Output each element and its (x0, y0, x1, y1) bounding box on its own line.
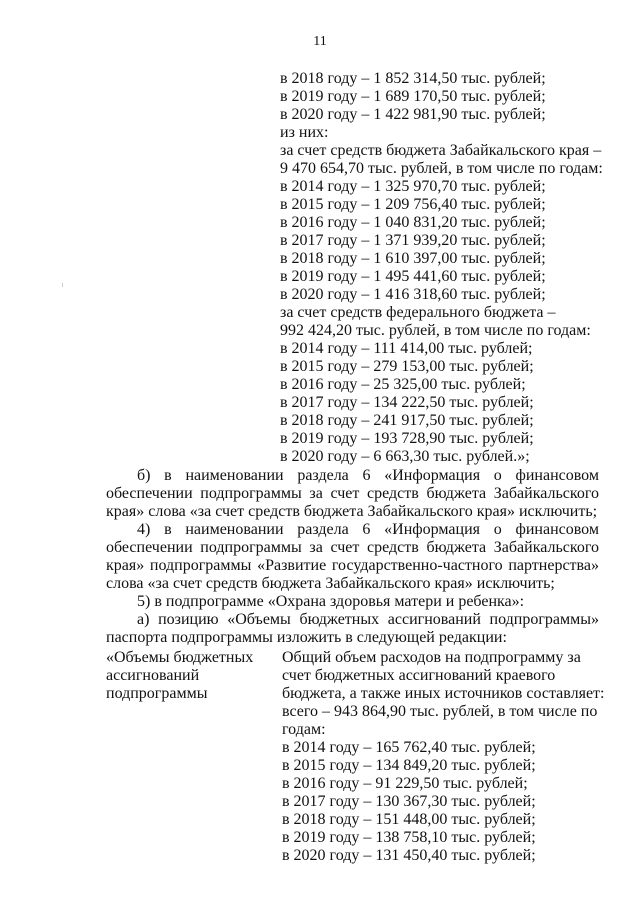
list-line: в 2017 году – 134 222,50 тыс. рублей; (280, 394, 534, 411)
list-line: в 2018 году – 241 917,50 тыс. рублей; (280, 412, 534, 429)
list-line: в 2015 году – 279 153,00 тыс. рублей; (280, 358, 534, 375)
list-line: за счет средств федерального бюджета – (280, 304, 556, 321)
list-line: в 2018 году – 1 610 397,00 тыс. рублей; (280, 250, 546, 267)
table-right-line: годам: (282, 721, 326, 738)
table-right-line: в 2017 году – 130 367,30 тыс. рублей; (282, 793, 536, 810)
list-line: в 2015 году – 1 209 756,40 тыс. рублей; (280, 196, 546, 213)
page-number: 11 (313, 34, 327, 49)
table-right-line: в 2014 году – 165 762,40 тыс. рублей; (282, 739, 536, 756)
paragraph-5: 5) в подпрограмме «Охрана здоровья матери и ребенка»: (137, 593, 525, 610)
paragraph-line: а) позицию «Объемы бюджетных ассигнований подпрограммы» (137, 611, 599, 628)
table-right-line: бюджета, а также иных источников составляет: (282, 685, 605, 702)
table-right-line: всего – 943 864,90 тыс. рублей, в том числе по (282, 703, 598, 720)
table-right-line: в 2018 году – 151 448,00 тыс. рублей; (282, 811, 536, 828)
table-right-line: в 2016 году – 91 229,50 тыс. рублей; (282, 775, 528, 792)
list-line: в 2016 году – 25 325,00 тыс. рублей; (280, 376, 526, 393)
scan-artifact (62, 283, 63, 287)
paragraph-line: паспорта подпрограммы изложить в следующей редакции: (106, 629, 507, 646)
table-left-line: подпрограммы (106, 685, 208, 702)
paragraph-line: б) в наименовании раздела 6 «Информация о финансовом (137, 467, 599, 484)
table-right-line: в 2015 году – 134 849,20 тыс. рублей; (282, 757, 536, 774)
list-line: за счет средств бюджета Забайкальского края – (280, 142, 602, 159)
paragraph-line: слова «за счет средств бюджета Забайкальского края» исключить; (106, 575, 555, 592)
list-line: в 2020 году – 1 416 318,60 тыс. рублей; (280, 286, 546, 303)
paragraph-line: обеспечении подпрограммы за счет средств бюджета Забайкальского (106, 485, 599, 502)
table-right-line: счет бюджетных ассигнований краевого (282, 667, 556, 684)
list-line: в 2016 году – 1 040 831,20 тыс. рублей; (280, 214, 546, 231)
list-line: в 2019 году – 1 495 441,60 тыс. рублей; (280, 268, 546, 285)
table-right-line: в 2019 году – 138 758,10 тыс. рублей; (282, 829, 536, 846)
list-line: в 2020 году – 6 663,30 тыс. рублей.»; (280, 448, 530, 465)
table-left-line: «Объемы бюджетных (106, 649, 254, 666)
list-line: в 2014 году – 1 325 970,70 тыс. рублей; (280, 178, 546, 195)
list-line: в 2017 году – 1 371 939,20 тыс. рублей; (280, 232, 546, 249)
list-line: 992 424,20 тыс. рублей, в том числе по годам: (280, 322, 591, 339)
list-line: из них: (280, 124, 329, 141)
list-line: 9 470 654,70 тыс. рублей, в том числе по годам: (280, 160, 603, 177)
table-right-line: Общий объем расходов на подпрограмму за (282, 649, 581, 666)
table-right-line: в 2020 году – 131 450,40 тыс. рублей; (282, 847, 536, 864)
list-line: в 2019 году – 193 728,90 тыс. рублей; (280, 430, 534, 447)
list-line: в 2019 году – 1 689 170,50 тыс. рублей; (280, 88, 546, 105)
table-left-line: ассигнований (106, 667, 200, 684)
list-line: в 2018 году – 1 852 314,50 тыс. рублей; (280, 70, 546, 87)
paragraph-line: края» слова «за счет средств бюджета Забайкальского края» исключить; (106, 503, 598, 520)
paragraph-line: обеспечении подпрограммы за счет средств бюджета Забайкальского (106, 539, 599, 556)
paragraph-line: края» подпрограммы «Развитие государственно-частного партнерства» (106, 557, 599, 574)
list-line: в 2020 году – 1 422 981,90 тыс. рублей; (280, 106, 546, 123)
paragraph-line: 4) в наименовании раздела 6 «Информация о финансовом (137, 521, 599, 538)
list-line: в 2014 году – 111 414,00 тыс. рублей; (280, 340, 533, 357)
